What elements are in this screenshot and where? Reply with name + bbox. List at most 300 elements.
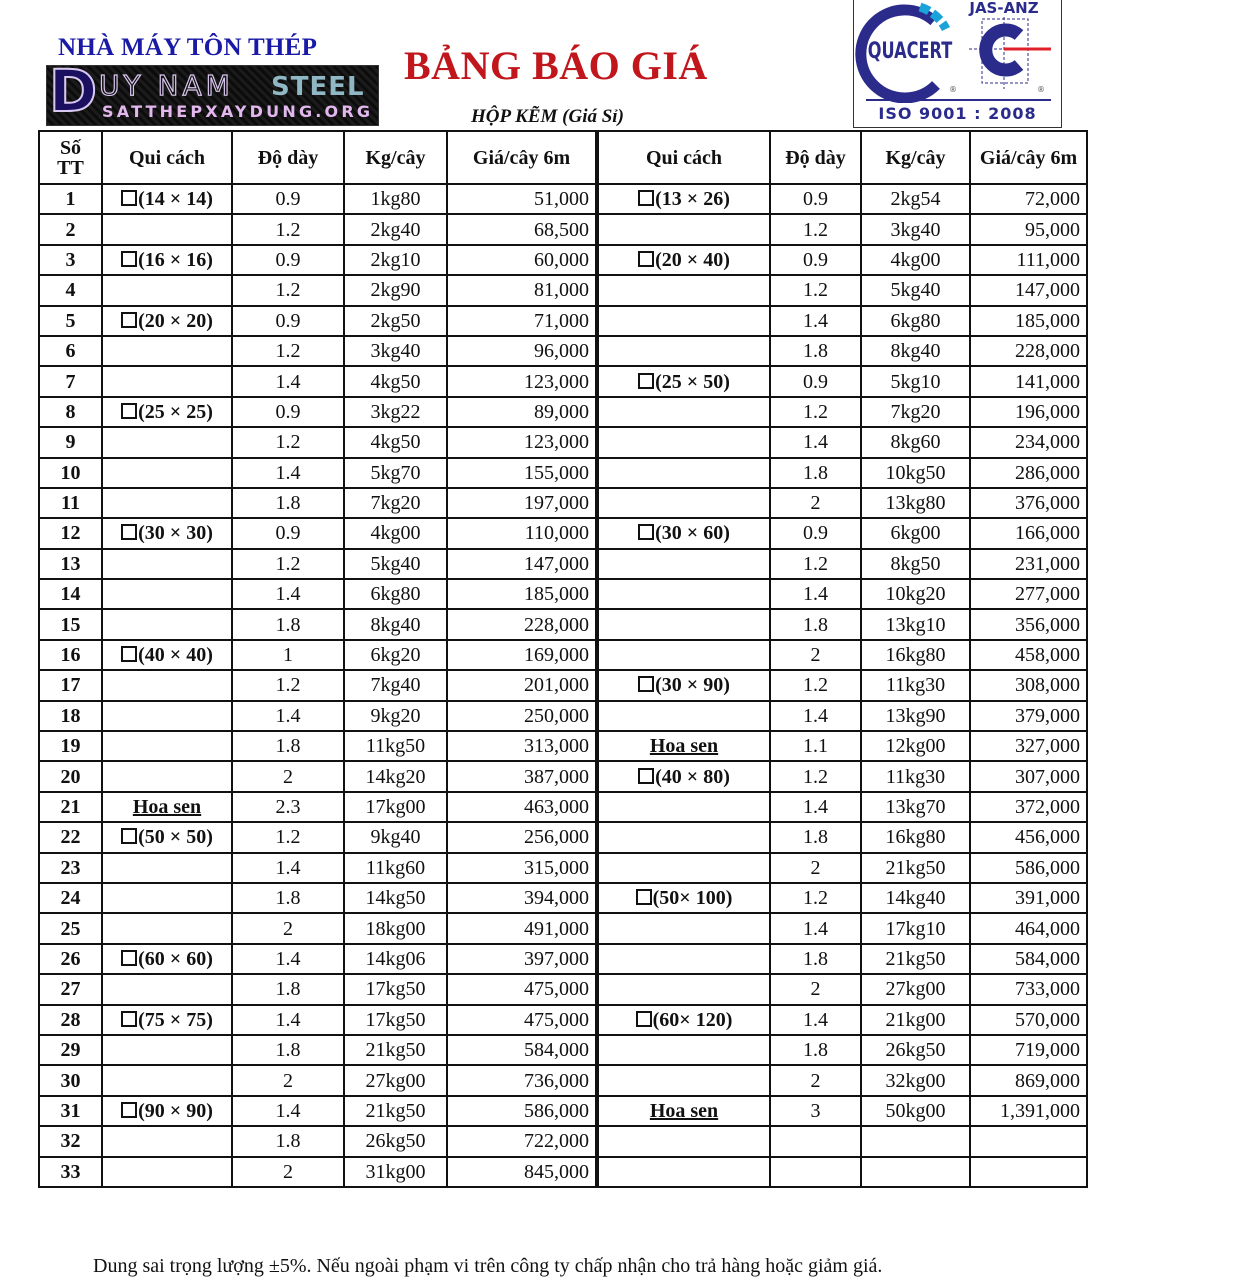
table-row: [39, 609, 1087, 639]
thickness-left: [232, 518, 344, 548]
weight-right-text: 13kg10: [885, 613, 946, 636]
logo-letter-d: D: [49, 57, 98, 125]
row-number-text: 29: [60, 1039, 81, 1062]
thickness-left: [232, 579, 344, 609]
spec-left: [102, 822, 232, 852]
row-number: [39, 518, 102, 548]
price-right-text: 584,000: [1015, 947, 1080, 970]
weight-left-text: 7kg20: [370, 492, 421, 515]
price-right: [970, 518, 1087, 548]
price-right-text: 456,000: [1015, 826, 1080, 849]
price-right: [970, 214, 1087, 244]
thickness-left-text: 1.4: [275, 947, 301, 970]
tolerance-note: Dung sai trọng lượng ±5%. Nếu ngoài phạm vi trên công ty chấp nhận cho trả hàng hoặc giảm giá.: [93, 1255, 883, 1277]
price-left: [447, 1157, 597, 1187]
spec-right: [597, 822, 770, 852]
spec-right: [597, 944, 770, 974]
spec-left: [102, 427, 232, 457]
spec-left: [102, 853, 232, 883]
thickness-left-text: 1.4: [275, 1099, 301, 1122]
spec-right: [597, 1096, 770, 1126]
thickness-left-text: 2: [283, 765, 293, 788]
thickness-left-text: 1.2: [275, 552, 301, 575]
thickness-left-text: 1.8: [275, 887, 301, 910]
price-right: [970, 366, 1087, 396]
thickness-right: [770, 1096, 861, 1126]
spec-left: [102, 792, 232, 822]
weight-left-text: 11kg50: [365, 735, 426, 758]
price-right: [970, 792, 1087, 822]
weight-left: [344, 245, 447, 275]
weight-left-text: 4kg50: [370, 370, 421, 393]
row-number-text: 18: [60, 704, 81, 727]
weight-right: [861, 549, 970, 579]
weight-left-text: 5kg40: [370, 552, 421, 575]
thickness-left: [232, 275, 344, 305]
thickness-right-text: 3: [810, 1099, 821, 1122]
header-stt: [39, 131, 102, 184]
price-right: [970, 549, 1087, 579]
square-tube-icon: [121, 828, 137, 844]
weight-left-text: 21kg50: [365, 1099, 426, 1122]
thickness-right: [770, 214, 861, 244]
thickness-right: [770, 458, 861, 488]
spec-left-text: (60 × 60): [138, 947, 213, 970]
thickness-left-text: 0.9: [275, 400, 301, 423]
price-right-text: 307,000: [1015, 765, 1080, 788]
row-number-text: 25: [60, 917, 81, 940]
table-row: [39, 913, 1087, 943]
price-left-text: 96,000: [534, 340, 589, 363]
weight-left: [344, 1157, 447, 1187]
thickness-left: [232, 974, 344, 1004]
price-left-text: 736,000: [524, 1069, 589, 1092]
table-row: [39, 974, 1087, 1004]
price-left-text: 201,000: [524, 674, 589, 697]
header-stt-line1: Số: [59, 136, 82, 159]
thickness-right: [770, 1065, 861, 1095]
weight-right: [861, 427, 970, 457]
spec-right: [597, 792, 770, 822]
thickness-left-text: 1.2: [275, 340, 301, 363]
weight-right: [861, 275, 970, 305]
row-number-text: 23: [60, 856, 81, 879]
spec-left: [102, 1065, 232, 1095]
spec-left-text: (75 × 75): [138, 1008, 213, 1031]
row-number: [39, 1126, 102, 1156]
price-left-text: 397,000: [524, 947, 589, 970]
thickness-right: [770, 579, 861, 609]
weight-right: [861, 883, 970, 913]
weight-right: [861, 1126, 970, 1156]
price-right: [970, 609, 1087, 639]
price-right-text: 464,000: [1015, 917, 1080, 940]
spec-right-text: (30 × 90): [655, 674, 730, 697]
weight-right: [861, 458, 970, 488]
spec-left: [102, 1005, 232, 1035]
thickness-right-text: 2: [810, 644, 821, 667]
weight-right-text: 21kg50: [885, 947, 946, 970]
spec-left: [102, 366, 232, 396]
thickness-left-text: 1.8: [275, 1130, 301, 1153]
row-number-text: 14: [60, 583, 81, 606]
thickness-right-text: 1.2: [803, 400, 828, 423]
weight-left: [344, 488, 447, 518]
row-number-text: 3: [65, 248, 76, 271]
weight-left-text: 9kg20: [370, 704, 421, 727]
price-left: [447, 670, 597, 700]
weight-left: [344, 1005, 447, 1035]
price-left: [447, 792, 597, 822]
row-number-text: 1: [65, 188, 76, 211]
spec-right: [597, 883, 770, 913]
spec-right-text: (50× 100): [652, 887, 733, 910]
price-right: [970, 1157, 1087, 1187]
thickness-right: [770, 731, 861, 761]
thickness-left-text: 1.8: [275, 1039, 301, 1062]
price-left-text: 123,000: [524, 370, 589, 393]
thickness-left: [232, 944, 344, 974]
weight-right-text: 13kg90: [885, 704, 946, 727]
weight-right-text: 10kg20: [885, 583, 946, 606]
weight-right: [861, 214, 970, 244]
thickness-left-text: 1.4: [275, 583, 301, 606]
thickness-left-text: 2: [283, 1160, 293, 1183]
weight-left: [344, 792, 447, 822]
price-right-text: 185,000: [1015, 309, 1080, 332]
thickness-left: [232, 761, 344, 791]
weight-right-text: 6kg80: [890, 309, 941, 332]
spec-left: [102, 397, 232, 427]
thickness-left: [232, 1157, 344, 1187]
row-number-text: 6: [65, 340, 76, 363]
spec-left: [102, 640, 232, 670]
price-right-text: 391,000: [1015, 887, 1080, 910]
square-tube-icon: [638, 251, 654, 267]
weight-left: [344, 518, 447, 548]
table-row: [39, 458, 1087, 488]
row-number-text: 19: [60, 735, 81, 758]
thickness-right: [770, 488, 861, 518]
square-tube-icon: [638, 373, 654, 389]
price-right: [970, 1126, 1087, 1156]
spec-left: [102, 974, 232, 1004]
spec-right: [597, 245, 770, 275]
spec-left-text: (25 × 25): [138, 400, 213, 423]
price-left-text: 584,000: [524, 1039, 589, 1062]
thickness-right: [770, 822, 861, 852]
weight-right: [861, 1096, 970, 1126]
weight-left: [344, 731, 447, 761]
quacert-text: QUACERT: [867, 37, 953, 64]
thickness-right: [770, 853, 861, 883]
price-right: [970, 427, 1087, 457]
weight-left: [344, 701, 447, 731]
table-row: [39, 822, 1087, 852]
thickness-right: [770, 1035, 861, 1065]
weight-left-text: 6kg80: [370, 583, 421, 606]
table-row: [39, 518, 1087, 548]
row-number: [39, 397, 102, 427]
price-right: [970, 1065, 1087, 1095]
price-left: [447, 913, 597, 943]
header-price-right: Giá/cây 6m: [970, 131, 1087, 184]
weight-right: [861, 792, 970, 822]
price-right-text: 141,000: [1015, 370, 1080, 393]
table-row: [39, 306, 1087, 336]
spec-right: [597, 670, 770, 700]
thickness-left-text: 1.2: [275, 218, 301, 241]
weight-left-text: 2kg50: [370, 309, 421, 332]
weight-left: [344, 366, 447, 396]
price-table: [38, 130, 1088, 1188]
weight-right-text: 7kg20: [890, 400, 941, 423]
thickness-left: [232, 853, 344, 883]
thickness-left: [232, 913, 344, 943]
weight-right-text: 2kg54: [890, 188, 941, 211]
price-right-text: 719,000: [1015, 1039, 1080, 1062]
thickness-right: [770, 397, 861, 427]
spec-right-text: (20 × 40): [655, 248, 730, 271]
spec-left-text: (30 × 30): [138, 522, 213, 545]
price-left: [447, 306, 597, 336]
thickness-left-text: 1.8: [275, 735, 301, 758]
price-right-text: 376,000: [1015, 492, 1080, 515]
price-left-text: 81,000: [534, 279, 589, 302]
weight-right-text: 14kg40: [885, 887, 946, 910]
thickness-left-text: 0.9: [275, 309, 301, 332]
weight-right: [861, 245, 970, 275]
logo-url: SATTHEPXAYDUNG.ORG: [102, 102, 374, 121]
weight-right-text: 26kg50: [885, 1039, 946, 1062]
weight-left: [344, 822, 447, 852]
price-right: [970, 1096, 1087, 1126]
spec-right-text: (13 × 26): [655, 188, 730, 211]
weight-left-text: 6kg20: [370, 644, 421, 667]
thickness-right-text: 1.8: [803, 947, 828, 970]
price-left: [447, 184, 597, 214]
weight-left-text: 5kg70: [370, 461, 421, 484]
thickness-right-text: 2: [810, 978, 821, 1001]
weight-left: [344, 974, 447, 1004]
weight-left-text: 14kg06: [365, 947, 426, 970]
thickness-right: [770, 609, 861, 639]
iso-certification-text: ISO 9001 : 2008: [878, 104, 1037, 123]
price-left-text: 463,000: [524, 796, 589, 818]
price-right-text: 95,000: [1025, 218, 1080, 241]
price-left-text: 89,000: [534, 400, 589, 423]
thickness-left-text: 1.8: [275, 978, 301, 1001]
table-row: [39, 670, 1087, 700]
price-right-text: 458,000: [1015, 644, 1080, 667]
thickness-left: [232, 366, 344, 396]
row-number: [39, 1157, 102, 1187]
row-number: [39, 1005, 102, 1035]
thickness-right: [770, 275, 861, 305]
price-left-text: 313,000: [524, 735, 589, 758]
price-right-text: 277,000: [1015, 583, 1080, 606]
square-tube-icon: [121, 1011, 137, 1027]
price-left: [447, 336, 597, 366]
row-number: [39, 670, 102, 700]
weight-left-text: 31kg00: [365, 1160, 426, 1183]
weight-right: [861, 761, 970, 791]
thickness-right: [770, 306, 861, 336]
row-number-text: 20: [60, 765, 81, 788]
thickness-left-text: 1.8: [275, 613, 301, 636]
header-spec-right: Qui cách: [597, 131, 770, 184]
table-row: [39, 792, 1087, 822]
weight-left: [344, 579, 447, 609]
svg-text:®: ®: [949, 85, 957, 94]
price-right: [970, 458, 1087, 488]
price-right: [970, 579, 1087, 609]
price-left-text: 60,000: [534, 248, 589, 271]
square-tube-icon: [121, 524, 137, 540]
weight-left: [344, 640, 447, 670]
thickness-left: [232, 1096, 344, 1126]
weight-left-text: 3kg22: [370, 400, 421, 423]
table-row: [39, 245, 1087, 275]
price-left: [447, 1035, 597, 1065]
row-number-text: 15: [60, 613, 81, 636]
thickness-right-text: 1.4: [803, 917, 828, 940]
price-left: [447, 883, 597, 913]
spec-right: [597, 306, 770, 336]
row-number: [39, 822, 102, 852]
row-number: [39, 640, 102, 670]
row-number-text: 7: [65, 370, 76, 393]
thickness-left: [232, 1126, 344, 1156]
spec-right-text: (30 × 60): [655, 522, 730, 545]
weight-left: [344, 1096, 447, 1126]
price-right: [970, 701, 1087, 731]
spec-left: [102, 731, 232, 761]
spec-right: [597, 761, 770, 791]
quacert-jasanz-logo-icon: [854, 0, 1061, 103]
weight-left-text: 17kg50: [365, 1008, 426, 1031]
row-number: [39, 458, 102, 488]
square-tube-icon: [121, 312, 137, 328]
spec-right: [597, 275, 770, 305]
thickness-right: [770, 184, 861, 214]
spec-left-text: Hoa sen: [132, 796, 202, 818]
spec-left: [102, 488, 232, 518]
thickness-left: [232, 883, 344, 913]
thickness-right: [770, 761, 861, 791]
weight-right: [861, 1065, 970, 1095]
thickness-left: [232, 336, 344, 366]
spec-left: [102, 1157, 232, 1187]
thickness-right: [770, 427, 861, 457]
square-tube-icon: [636, 889, 652, 905]
price-right-text: 327,000: [1015, 735, 1080, 758]
spec-left: [102, 214, 232, 244]
row-number-text: 12: [60, 522, 81, 545]
weight-right: [861, 1035, 970, 1065]
weight-left-text: 4kg50: [370, 431, 421, 454]
weight-left-text: 21kg50: [365, 1039, 426, 1062]
weight-right-text: 8kg40: [890, 340, 941, 363]
price-left-text: 586,000: [524, 1099, 589, 1122]
thickness-left-text: 1.4: [275, 856, 301, 879]
spec-right: [597, 974, 770, 1004]
row-number: [39, 427, 102, 457]
price-right: [970, 944, 1087, 974]
weight-right-text: 5kg10: [890, 370, 941, 393]
price-left: [447, 640, 597, 670]
thickness-right-text: 1.4: [803, 1008, 828, 1031]
thickness-right: [770, 1005, 861, 1035]
thickness-right: [770, 670, 861, 700]
table-row: [39, 549, 1087, 579]
table-row: [39, 488, 1087, 518]
price-left-text: 475,000: [524, 978, 589, 1001]
thickness-right-text: 1.8: [803, 1039, 828, 1062]
price-left-text: 845,000: [524, 1160, 589, 1183]
thickness-left: [232, 245, 344, 275]
thickness-left: [232, 306, 344, 336]
thickness-left-text: 1.4: [275, 461, 301, 484]
price-left-text: 315,000: [524, 856, 589, 879]
row-number-text: 10: [60, 461, 81, 484]
thickness-left-text: 2: [283, 1069, 293, 1092]
weight-left: [344, 336, 447, 366]
weight-left: [344, 306, 447, 336]
weight-left-text: 17kg50: [365, 978, 426, 1001]
thickness-right-text: 1.4: [803, 583, 828, 606]
price-left: [447, 944, 597, 974]
table-row: [39, 1126, 1087, 1156]
row-number-text: 2: [65, 218, 76, 241]
spec-right: [597, 549, 770, 579]
spec-left: [102, 518, 232, 548]
weight-right: [861, 701, 970, 731]
header-thickness-left: Độ dày: [232, 131, 344, 184]
thickness-right-text: 1.4: [803, 309, 828, 332]
weight-right-text: 50kg00: [885, 1099, 946, 1122]
row-number-text: 9: [65, 431, 76, 454]
spec-left: [102, 1096, 232, 1126]
weight-right: [861, 731, 970, 761]
price-right: [970, 245, 1087, 275]
spec-left: [102, 458, 232, 488]
spec-right: [597, 579, 770, 609]
price-left: [447, 549, 597, 579]
thickness-right: [770, 518, 861, 548]
price-left-text: 256,000: [524, 826, 589, 849]
weight-left-text: 7kg40: [370, 674, 421, 697]
weight-left-text: 18kg00: [365, 917, 426, 940]
price-right-text: 228,000: [1015, 340, 1080, 363]
spec-left: [102, 913, 232, 943]
price-right: [970, 853, 1087, 883]
table-row: [39, 214, 1087, 244]
spec-left: [102, 1035, 232, 1065]
row-number: [39, 336, 102, 366]
thickness-left: [232, 184, 344, 214]
weight-right: [861, 822, 970, 852]
spec-right: [597, 640, 770, 670]
weight-left: [344, 1065, 447, 1095]
spec-right: [597, 184, 770, 214]
thickness-left-text: 2: [283, 917, 293, 940]
price-left: [447, 366, 597, 396]
price-right-text: 372,000: [1015, 796, 1080, 818]
thickness-left-text: 1.8: [275, 492, 301, 515]
price-right: [970, 640, 1087, 670]
weight-right: [861, 488, 970, 518]
